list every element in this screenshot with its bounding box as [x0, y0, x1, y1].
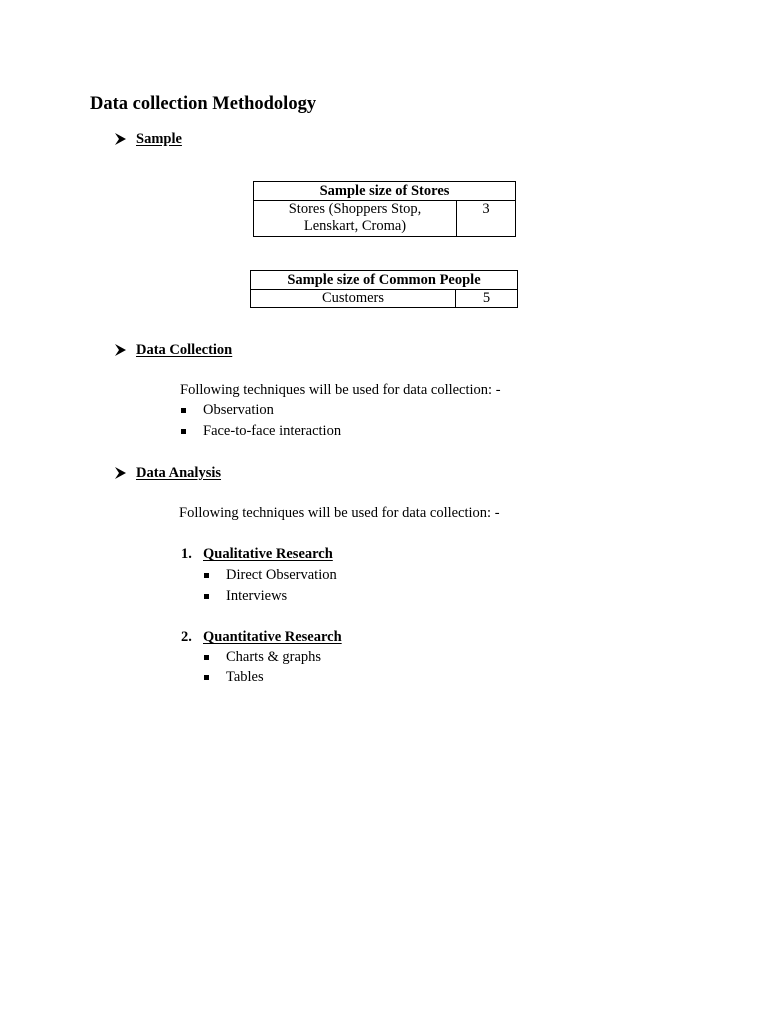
arrow-bullet-icon [114, 466, 127, 480]
data-analysis-heading-label: Data Analysis [136, 465, 222, 481]
stores-table-value: 3 [457, 201, 516, 237]
people-table-header: Sample size of Common People [251, 271, 518, 290]
list-item-label: Direct Observation [226, 567, 337, 583]
arrow-bullet-icon [114, 343, 127, 357]
list-item-label: Face-to-face interaction [203, 423, 342, 439]
list-item [181, 421, 341, 441]
data-collection-heading [114, 340, 232, 360]
list-item-label: Charts & graphs [226, 649, 322, 665]
square-bullet-icon [204, 594, 209, 599]
list-item-label: Tables [226, 669, 264, 685]
list-item [204, 647, 321, 667]
stores-table-label-line2: Lenskart, Croma) [303, 218, 407, 234]
stores-sample-table [253, 181, 516, 237]
data-analysis-heading [114, 463, 221, 483]
section-title: Quantitative Research [203, 629, 342, 645]
data-collection-intro: Following techniques will be used for data collection: - [180, 382, 501, 398]
list-item-label: Interviews [226, 588, 288, 604]
square-bullet-icon [204, 675, 209, 680]
people-table-value: 5 [456, 290, 518, 308]
stores-table-label-line1: Stores (Shoppers Stop, [288, 201, 422, 217]
list-item [204, 667, 264, 687]
sample-heading [114, 129, 182, 149]
section-title: Qualitative Research [203, 546, 333, 562]
data-analysis-intro: Following techniques will be used for data collection: - [179, 505, 500, 521]
arrow-bullet-icon [114, 132, 127, 146]
list-item [204, 586, 287, 606]
stores-table-label-cell [254, 201, 457, 237]
numbered-section-quantitative [181, 627, 342, 647]
sample-heading-label: Sample [136, 131, 182, 147]
list-item [181, 400, 274, 420]
square-bullet-icon [204, 573, 209, 578]
list-item-label: Observation [203, 402, 274, 418]
numbered-section-qualitative [181, 544, 333, 564]
section-number: 2. [181, 629, 192, 645]
stores-table-header: Sample size of Stores [254, 182, 516, 201]
list-item [204, 565, 337, 585]
data-collection-heading-label: Data Collection [136, 342, 233, 358]
page-title: Data collection Methodology [90, 94, 317, 114]
square-bullet-icon [181, 408, 186, 413]
people-sample-table [250, 270, 518, 308]
square-bullet-icon [204, 655, 209, 660]
section-number: 1. [181, 546, 192, 562]
square-bullet-icon [181, 429, 186, 434]
people-table-label: Customers [251, 290, 456, 308]
